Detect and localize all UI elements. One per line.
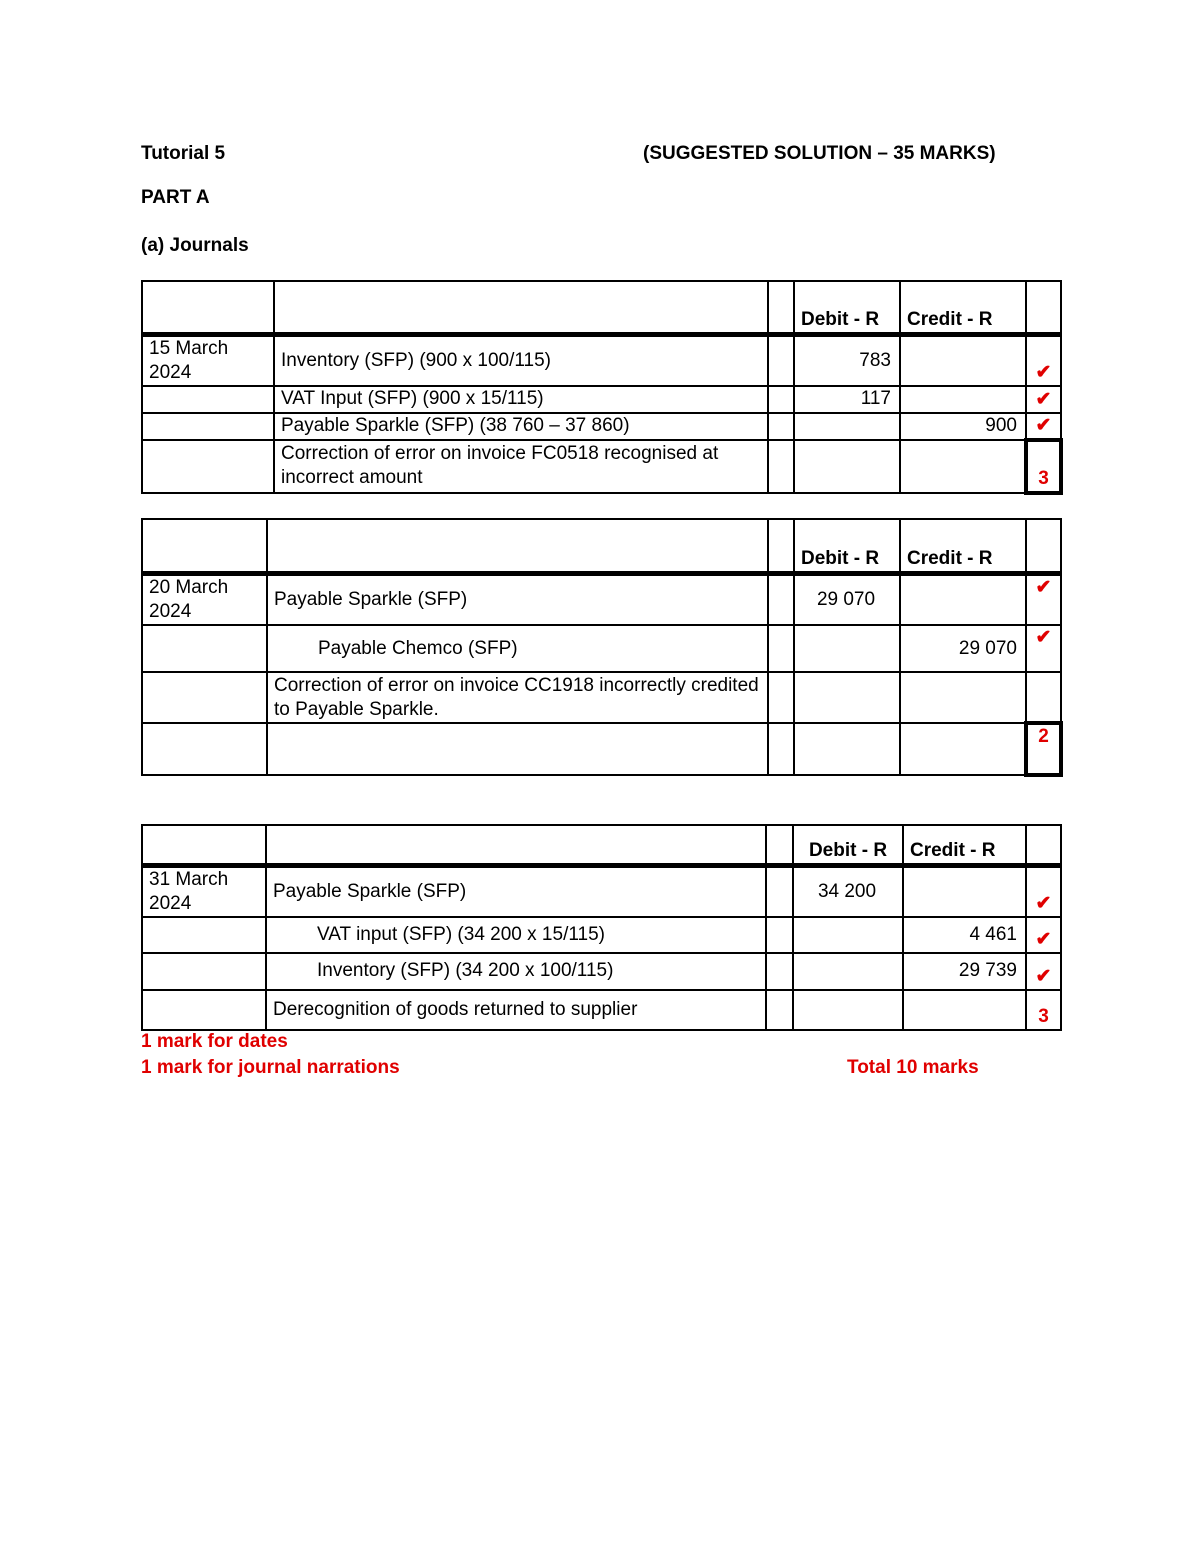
check-icon: ✔ bbox=[1026, 386, 1061, 413]
marks-box: 3 bbox=[1026, 440, 1061, 493]
debit-amount: 783 bbox=[794, 334, 900, 386]
check-icon: ✔ bbox=[1026, 625, 1061, 672]
account-header-cell bbox=[267, 519, 768, 573]
marks-note-narrations: 1 mark for journal narrations bbox=[141, 1057, 400, 1078]
part-heading: PART A bbox=[141, 187, 210, 208]
account-line: Payable Sparkle (SFP) bbox=[267, 573, 768, 625]
credit-amount: 29 070 bbox=[900, 625, 1026, 672]
marks-value: 3 bbox=[1026, 990, 1061, 1030]
ref-header-cell bbox=[766, 825, 793, 865]
credit-header: Credit - R bbox=[900, 519, 1026, 573]
marks-box: 2 bbox=[1026, 723, 1061, 775]
check-icon: ✔ bbox=[1026, 917, 1061, 953]
debit-amount: 29 070 bbox=[794, 573, 900, 625]
account-line: Inventory (SFP) (900 x 100/115) bbox=[274, 334, 768, 386]
journal-date: 20 March 2024 bbox=[142, 573, 267, 625]
debit-header: Debit - R bbox=[794, 519, 900, 573]
date-header-cell bbox=[142, 519, 267, 573]
check-icon: ✔ bbox=[1026, 953, 1061, 990]
section-heading: (a) Journals bbox=[141, 235, 249, 256]
credit-amount: 900 bbox=[900, 413, 1026, 440]
credit-amount: 4 461 bbox=[903, 917, 1026, 953]
journal-narration: Correction of error on invoice FC0518 recognised at incorrect amount bbox=[274, 440, 768, 493]
solution-title: (SUGGESTED SOLUTION – 35 MARKS) bbox=[643, 143, 996, 164]
journal-date: 15 March 2024 bbox=[142, 334, 274, 386]
account-line: VAT input (SFP) (34 200 x 15/115) bbox=[266, 917, 766, 953]
mark-header-cell bbox=[1026, 825, 1061, 865]
credit-amount: 29 739 bbox=[903, 953, 1026, 990]
date-header-cell bbox=[142, 281, 274, 334]
credit-header: Credit - R bbox=[903, 825, 1026, 865]
ref-header-cell bbox=[768, 519, 794, 573]
account-line: Inventory (SFP) (34 200 x 100/115) bbox=[266, 953, 766, 990]
check-icon: ✔ bbox=[1026, 334, 1061, 386]
journal-table-2 bbox=[141, 518, 1063, 777]
debit-amount: 117 bbox=[794, 386, 900, 413]
debit-amount: 34 200 bbox=[793, 865, 903, 917]
account-header-cell bbox=[274, 281, 768, 334]
account-line: Payable Chemco (SFP) bbox=[267, 625, 768, 672]
credit-header: Credit - R bbox=[900, 281, 1026, 334]
journal-date: 31 March 2024 bbox=[142, 865, 266, 917]
journal-table-1 bbox=[141, 280, 1063, 495]
debit-header: Debit - R bbox=[793, 825, 903, 865]
mark-header-cell bbox=[1026, 281, 1061, 334]
journal-narration: Derecognition of goods returned to supplier bbox=[266, 990, 766, 1030]
debit-header: Debit - R bbox=[794, 281, 900, 334]
journal-table-3 bbox=[141, 824, 1062, 1031]
account-line: VAT Input (SFP) (900 x 15/115) bbox=[274, 386, 768, 413]
account-line: Payable Sparkle (SFP) (38 760 – 37 860) bbox=[274, 413, 768, 440]
check-icon: ✔ bbox=[1026, 573, 1061, 625]
total-marks: Total 10 marks bbox=[847, 1057, 979, 1078]
marks-note-dates: 1 mark for dates bbox=[141, 1031, 288, 1052]
date-header-cell bbox=[142, 825, 266, 865]
account-line: Payable Sparkle (SFP) bbox=[266, 865, 766, 917]
check-icon: ✔ bbox=[1026, 413, 1061, 440]
tutorial-title: Tutorial 5 bbox=[141, 143, 226, 164]
mark-header-cell bbox=[1026, 519, 1061, 573]
journal-narration: Correction of error on invoice CC1918 incorrectly credited to Payable Sparkle. bbox=[267, 672, 768, 723]
check-icon: ✔ bbox=[1026, 865, 1061, 917]
account-header-cell bbox=[266, 825, 766, 865]
ref-header-cell bbox=[768, 281, 794, 334]
